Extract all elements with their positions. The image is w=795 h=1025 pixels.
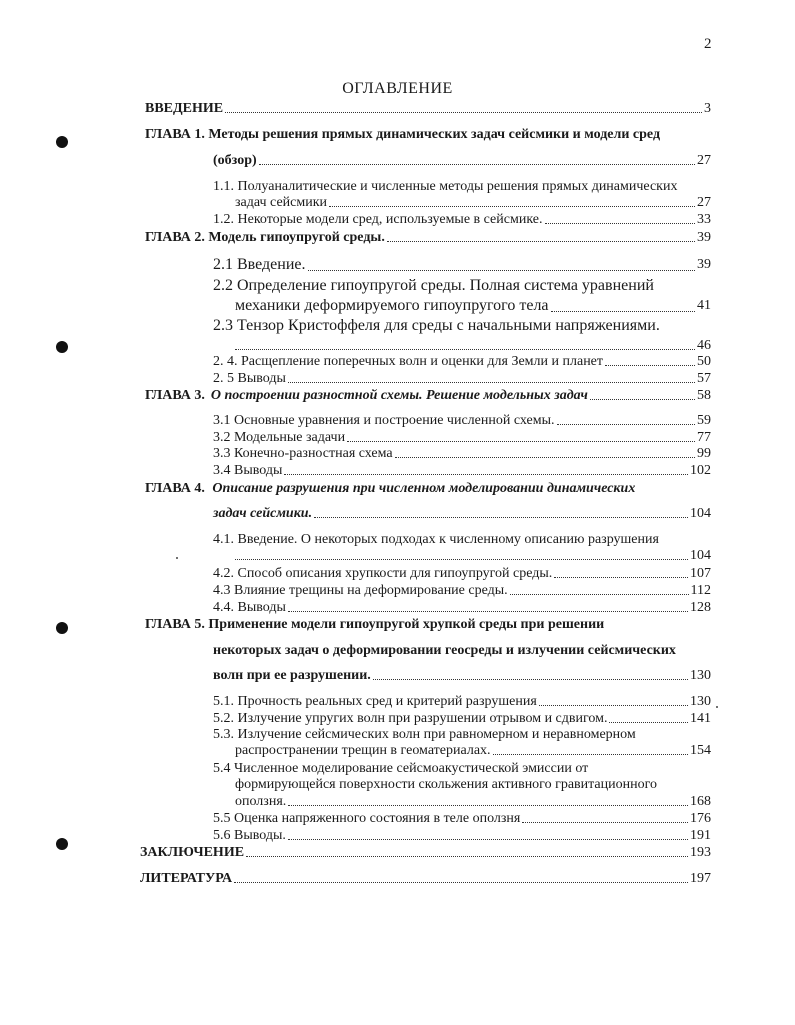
toc-entry-label: 1.2. Некоторые модели сред, используемые в сейсмике. xyxy=(213,212,543,227)
toc-section-4-1-line1[interactable]: 4.1. Введение. О некоторых подходах к численному описанию разрушения xyxy=(213,532,659,547)
toc-entry-label: 3.4 Выводы xyxy=(213,463,283,478)
toc-chapter-prefix: ГЛАВА 3. xyxy=(145,388,205,403)
toc-page-number: 41 xyxy=(697,298,711,313)
toc-entry-label: ЗАКЛЮЧЕНИЕ xyxy=(140,845,245,860)
dot-leader xyxy=(590,399,695,400)
dot-leader xyxy=(510,594,689,595)
toc-entry-label: 5.2. Излучение упругих волн при разрушении отрывом и сдвигом. xyxy=(213,711,608,726)
dot-leader xyxy=(522,822,688,823)
toc-page-number: 191 xyxy=(690,828,711,843)
toc-chapter-5[interactable] xyxy=(213,668,711,683)
toc-page-number: 27 xyxy=(697,153,711,168)
dot-leader xyxy=(539,705,688,706)
toc-chapter-3[interactable] xyxy=(145,388,711,403)
toc-section-2-5[interactable] xyxy=(213,371,711,386)
dot-leader xyxy=(225,112,702,113)
toc-section-4-4[interactable] xyxy=(213,600,711,615)
dot-leader xyxy=(557,424,696,425)
scan-speck xyxy=(176,557,178,559)
toc-entry-label: 4.2. Способ описания хрупкости для гипоупругой среды. xyxy=(213,566,553,581)
toc-section-2-2[interactable] xyxy=(235,297,711,315)
toc-page-number: 104 xyxy=(690,506,711,521)
toc-section-5-1[interactable] xyxy=(213,694,711,709)
toc-page-number: 104 xyxy=(690,548,711,563)
dot-leader xyxy=(387,241,695,242)
toc-page-number: 99 xyxy=(697,446,711,461)
toc-section-3-2[interactable] xyxy=(213,430,711,445)
toc-entry-label: ЛИТЕРАТУРА xyxy=(140,871,233,886)
toc-entry-label: 2. 4. Расщепление поперечных волн и оценки для Земли и планет xyxy=(213,354,604,369)
toc-section-5-6[interactable] xyxy=(213,828,711,843)
toc-section-4-2[interactable] xyxy=(213,566,711,581)
toc-page-number: 57 xyxy=(697,371,711,386)
dot-leader xyxy=(234,882,688,883)
toc-section-5-5[interactable] xyxy=(213,811,711,826)
dot-leader xyxy=(288,611,688,612)
toc-entry-label: 2.1 Введение. xyxy=(213,256,306,273)
toc-page-number: 130 xyxy=(690,668,711,683)
toc-page-number: 50 xyxy=(697,354,711,369)
punch-hole-1 xyxy=(56,136,68,148)
toc-page-number: 168 xyxy=(690,794,711,809)
toc-section-2-3[interactable] xyxy=(235,338,711,353)
toc-page-number: 130 xyxy=(690,694,711,709)
toc-chapter-2[interactable] xyxy=(145,230,711,245)
toc-section-5-4[interactable] xyxy=(235,794,711,809)
punch-hole-4 xyxy=(56,838,68,850)
toc-section-5-3-line1[interactable]: 5.3. Излучение сейсмических волн при равномерном и неравномерном xyxy=(213,727,636,742)
dot-leader xyxy=(284,474,688,475)
dot-leader xyxy=(605,365,695,366)
toc-entry-label: ГЛАВА 2. Модель гипоупругой среды. xyxy=(145,230,385,245)
toc-entry-label: 2. 5 Выводы xyxy=(213,371,286,386)
toc-section-2-1[interactable] xyxy=(213,256,711,274)
dot-leader xyxy=(554,577,688,578)
toc-entry-intro[interactable] xyxy=(145,101,711,116)
toc-chapter-4-line1[interactable] xyxy=(145,481,635,496)
toc-page-number: 107 xyxy=(690,566,711,581)
toc-page-number: 176 xyxy=(690,811,711,826)
scan-speck xyxy=(716,706,718,708)
toc-page-number: 77 xyxy=(697,430,711,445)
toc-entry-label: волн при ее разрушении. xyxy=(213,668,371,683)
toc-entry-label: 3.1 Основные уравнения и построение численной схемы. xyxy=(213,413,555,428)
page-number: 2 xyxy=(704,36,712,52)
toc-page-number: 112 xyxy=(690,583,711,598)
dot-leader xyxy=(493,754,688,755)
toc-entry-label: Описание разрушения при численном моделировании динамических xyxy=(212,481,636,496)
dot-leader xyxy=(329,206,695,207)
toc-page-number: 197 xyxy=(690,871,711,886)
toc-section-1-1[interactable] xyxy=(235,195,711,210)
toc-entry-label: 4.3 Влияние трещины на деформирование среды. xyxy=(213,583,508,598)
toc-page-number: 46 xyxy=(697,338,711,353)
dot-leader xyxy=(288,382,695,383)
toc-section-5-3[interactable] xyxy=(235,743,711,758)
punch-hole-3 xyxy=(56,622,68,634)
toc-entry-label: 5.6 Выводы. xyxy=(213,828,286,843)
dot-leader xyxy=(288,839,688,840)
dot-leader xyxy=(373,679,688,680)
toc-entry-label: распространении трещин в геоматериалах. xyxy=(235,743,491,758)
toc-section-3-3[interactable] xyxy=(213,446,711,461)
toc-entry-label: 5.1. Прочность реальных сред и критерий разрушения xyxy=(213,694,537,709)
dot-leader xyxy=(235,559,688,560)
toc-page-number: 27 xyxy=(697,195,711,210)
toc-section-4-1[interactable] xyxy=(235,548,711,563)
toc-chapter-prefix: ГЛАВА 4. xyxy=(145,481,205,496)
dot-leader xyxy=(314,517,688,518)
punch-hole-2 xyxy=(56,341,68,353)
toc-section-2-3-line1[interactable]: 2.3 Тензор Кристоффеля для среды с начальными напряжениями. xyxy=(213,317,660,334)
toc-section-1-1-line1[interactable]: 1.1. Полуаналитические и численные методы решения прямых динамических xyxy=(213,179,678,194)
toc-entry-label: 3.3 Конечно-разностная схема xyxy=(213,446,393,461)
toc-chapter-4[interactable] xyxy=(213,506,711,521)
toc-entry-label: задач сейсмики xyxy=(235,195,328,210)
toc-chapter-5-line2[interactable]: некоторых задач о деформировании геосреды и излучении сейсмических xyxy=(213,643,676,658)
toc-entry-label: механики деформируемого гипоупругого тела xyxy=(235,297,549,314)
toc-section-5-2[interactable] xyxy=(213,711,711,726)
toc-page-number: 33 xyxy=(697,212,711,227)
dot-leader xyxy=(551,311,695,312)
toc-page-number: 59 xyxy=(697,413,711,428)
dot-leader xyxy=(259,164,695,165)
dot-leader xyxy=(308,270,696,271)
toc-entry-label: 4.4. Выводы xyxy=(213,600,286,615)
dot-leader xyxy=(288,805,688,806)
toc-section-1-2[interactable] xyxy=(213,212,711,227)
toc-entry-label: оползня. xyxy=(235,794,287,809)
toc-page-number: 154 xyxy=(690,743,711,758)
toc-page-number: 128 xyxy=(690,600,711,615)
toc-page-number: 39 xyxy=(697,230,711,245)
toc-section-2-2-line1[interactable]: 2.2 Определение гипоупругой среды. Полная система уравнений xyxy=(213,277,654,294)
toc-page-number: 58 xyxy=(697,388,711,403)
toc-section-2-4[interactable] xyxy=(213,354,711,369)
toc-entry-literature[interactable] xyxy=(140,871,711,886)
toc-entry-label: (обзор) xyxy=(213,153,257,168)
toc-page-number: 141 xyxy=(690,711,711,726)
toc-entry-conclusion[interactable] xyxy=(140,845,711,860)
toc-chapter-1[interactable] xyxy=(213,153,711,168)
toc-page-number: 193 xyxy=(690,845,711,860)
dot-leader xyxy=(395,457,695,458)
toc-section-5-4-line1[interactable]: 5.4 Численное моделирование сейсмоакустической эмиссии от xyxy=(213,761,589,776)
toc-entry-label: 3.2 Модельные задачи xyxy=(213,430,346,445)
toc-entry-label: О построении разностной схемы. Решение модельных задач xyxy=(210,388,588,403)
toc-page-number: 39 xyxy=(697,257,711,272)
dot-leader xyxy=(609,722,688,723)
dot-leader xyxy=(545,223,696,224)
dot-leader xyxy=(246,856,688,857)
toc-section-4-3[interactable] xyxy=(213,583,711,598)
toc-entry-label: задач сейсмики. xyxy=(213,506,313,521)
toc-entry-label: 5.5 Оценка напряженного состояния в теле оползня xyxy=(213,811,521,826)
toc-section-5-4-line2[interactable]: формирующейся поверхности скольжения активного гравитационного xyxy=(235,777,658,792)
toc-section-3-1[interactable] xyxy=(213,413,711,428)
dot-leader xyxy=(235,349,695,350)
toc-page-number: 3 xyxy=(704,101,711,116)
toc-section-3-4[interactable] xyxy=(213,463,711,478)
toc-chapter-5-line1[interactable]: ГЛАВА 5. Применение модели гипоупругой хрупкой среды при решении xyxy=(145,617,605,632)
toc-chapter-1-line1[interactable]: ГЛАВА 1. Методы решения прямых динамических задач сейсмики и модели сред xyxy=(145,127,661,142)
page-title: ОГЛАВЛЕНИЕ xyxy=(342,80,453,97)
toc-page-number: 102 xyxy=(690,463,711,478)
dot-leader xyxy=(347,441,695,442)
toc-entry-label: ВВЕДЕНИЕ xyxy=(145,101,224,116)
